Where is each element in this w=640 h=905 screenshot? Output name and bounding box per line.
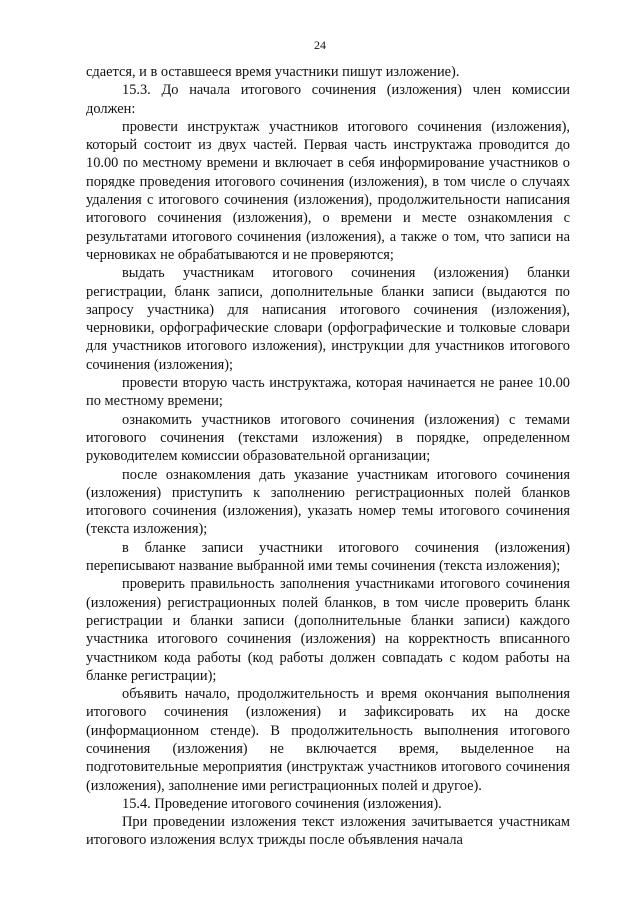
paragraph-8: в бланке записи участники итогового сочинения (изложения) переписывают название выбранной ими темы сочинения (текста изложения);: [86, 539, 570, 575]
paragraph-2: 15.3. До начала итогового сочинения (изложения) член комиссии должен:: [86, 82, 570, 117]
paragraph-1: сдается, и в оставшееся время участники пишут изложение).: [86, 64, 460, 80]
paragraph-3: провести инструктаж участников итогового сочинения (изложения), который состоит из двух частей. Первая часть инструктажа проводится до 10.00 по местному времени и включает в себя информирование участников о порядке проведения итогового сочинения (изложения), в том числе о случаях удаления с итогового сочинения (изложения), продолжительности написания итогового сочинения (изложения), о времени и месте ознакомления с результатами итогового сочинения (изложения), а также о том, что записи на черновиках не обрабатываются и не проверяются;: [86, 118, 570, 263]
paragraph-9: проверить правильность заполнения участниками итогового сочинения (изложения) регистрационных полей бланков, в том числе проверить бланк регистрации и бланки записи (дополнительные бланки записи) каждого участника итогового сочинения (изложения) на корректность вписанного участником кода работы (код работы должен совпадать с кодом работы на бланке регистрации);: [86, 576, 570, 684]
paragraph-7: после ознакомления дать указание участникам итогового сочинения (изложения) приступить к заполнению регистрационных полей бланков итогового сочинения (изложения), указать номер темы итогового сочинения (текста изложения);: [86, 466, 570, 538]
page-number: 24: [314, 38, 326, 52]
paragraph-4: выдать участникам итогового сочинения (изложения) бланки регистрации, бланк записи, дополнительные бланки записи (выдаются по запросу участника) для написания итогового сочинения (изложения), черновики, орфографические словари (орфографические и толковые словари для участников итогового изложения), инструкции для участников итогового сочинения (изложения);: [86, 265, 570, 373]
paragraph-10: объявить начало, продолжительность и время окончания выполнения итогового сочинения (изложения) и зафиксировать их на доске (информационном стенде). В продолжительность выполнения итогового сочинения (изложения) не включается время, выделенное на подготовительные мероприятия (инструктаж участников итогового сочинения (изложения), заполнение ими регистрационных полей и другое).: [86, 686, 570, 794]
paragraph-5: провести вторую часть инструктажа, которая начинается не ранее 10.00 по местному времени;: [86, 375, 570, 410]
document-body: [86, 63, 570, 850]
paragraph-12: При проведении изложения текст изложения зачитывается участникам итогового изложения вслух трижды после объявления начала: [86, 814, 570, 849]
paragraph-11: 15.4. Проведение итогового сочинения (изложения).: [122, 795, 442, 812]
paragraph-6: ознакомить участников итогового сочинения (изложения) с темами итогового сочинения (текстами изложения) в порядке, определенном руководителем комиссии образовательной организации;: [86, 411, 570, 465]
